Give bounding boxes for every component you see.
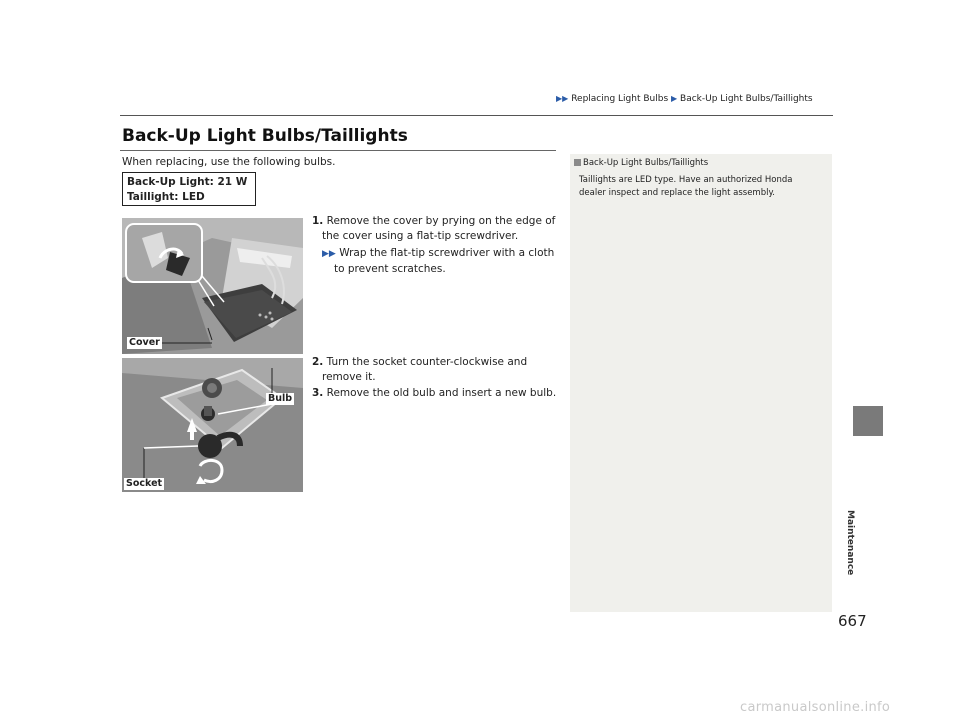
header-rule: [120, 115, 833, 116]
note-title-text: Back-Up Light Bulbs/Taillights: [583, 158, 709, 168]
section-tab-label: Maintenance: [845, 510, 855, 576]
note-sidebar: [570, 154, 832, 612]
watermark: carmanualsonline.info: [740, 700, 891, 715]
step-2-number: 2.: [312, 356, 324, 368]
breadcrumb-part2[interactable]: Back-Up Light Bulbs/Taillights: [680, 94, 813, 104]
bulb-spec-taillight: Taillight: LED: [127, 191, 205, 203]
note-title: [574, 158, 708, 168]
substep-note: [322, 246, 562, 277]
step-3-line1: Remove the old bulb and insert a new bulb.: [326, 387, 557, 399]
reference-icon: [574, 159, 581, 166]
step-1-number: 1.: [312, 215, 324, 227]
page-title: Back-Up Light Bulbs/Taillights: [122, 126, 408, 146]
substep-line2: to prevent scratches.: [334, 263, 446, 275]
bulb-spec-box: [122, 172, 256, 206]
socket-callout: Socket: [126, 478, 163, 489]
note-body: [579, 174, 824, 200]
double-arrow-icon: ▶▶: [322, 249, 336, 259]
arrow-icon: ▶: [671, 94, 678, 103]
page-number: 667: [838, 612, 867, 630]
section-tab[interactable]: [853, 406, 883, 436]
double-arrow-icon: ▶▶: [556, 94, 569, 103]
step-2: [312, 355, 562, 385]
step-1-line1: Remove the cover by prying on the edge of: [326, 215, 556, 227]
intro-text: When replacing, use the following bulbs.: [122, 156, 336, 168]
bulb-spec-backup: Back-Up Light: 21 W: [127, 176, 248, 188]
substep-line1: Wrap the flat-tip screwdriver with a cloth: [339, 247, 555, 259]
bulb-socket-photo: [122, 358, 303, 492]
cover-removal-photo: [122, 218, 303, 354]
title-rule: [120, 150, 556, 151]
note-line2: dealer inspect and replace the light assembly.: [579, 188, 775, 198]
step-1: [312, 214, 562, 244]
breadcrumb-part1[interactable]: Replacing Light Bulbs: [571, 94, 669, 104]
step-2-line1: Turn the socket counter-clockwise and: [326, 356, 528, 368]
step-1-line2: the cover using a flat-tip screwdriver.: [322, 230, 519, 242]
cover-callout: Cover: [129, 337, 160, 348]
bulb-callout: Bulb: [268, 393, 293, 404]
step-3-number: 3.: [312, 387, 324, 399]
step-2-line2: remove it.: [322, 371, 376, 383]
breadcrumb: [556, 94, 836, 104]
note-line1: Taillights are LED type. Have an authorized Honda: [579, 175, 793, 185]
step-3: [312, 386, 562, 401]
